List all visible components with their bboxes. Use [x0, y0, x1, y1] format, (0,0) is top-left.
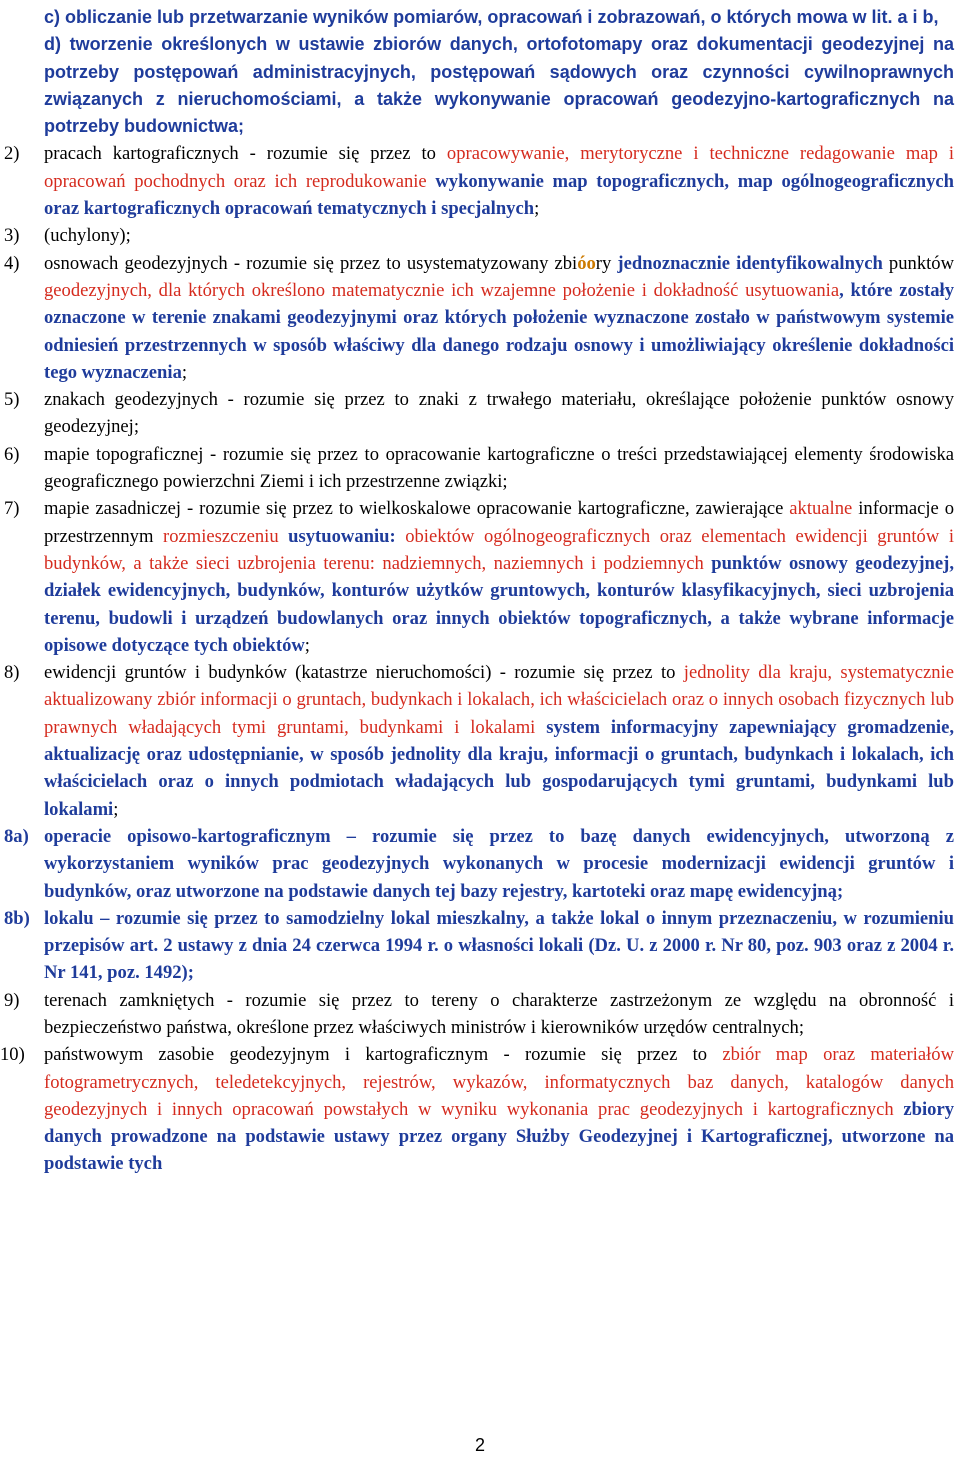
- item-4-text-plain: osnowach geodezyjnych - rozumie się przez to usystematyzowany zbi: [44, 252, 578, 274]
- item-4-text-edit: óo: [577, 252, 596, 274]
- list-item-5: [0, 386, 960, 441]
- item-number: 7): [4, 498, 20, 520]
- item-7-text-deleted-a: aktualne: [789, 498, 853, 520]
- item-2-text-plain: pracach kartograficznych - rozumie się przez to: [44, 143, 447, 165]
- item-10-text-plain: państwowym zasobie geodezyjnym i kartograficznym - rozumie się przez to: [44, 1044, 723, 1066]
- item-number: 8a): [4, 825, 29, 847]
- list-item-9: [0, 987, 960, 1042]
- item-10-text-inserted: zbiory danych prowadzone na podstawie ustawy przez organy Służby Geodezyjnej i Kartograficznej, utworzone na podstawie tych: [44, 1098, 954, 1175]
- item-8-text-plain: ewidencji gruntów i budynków (katastrze nieruchomości) - rozumie się przez to: [44, 662, 684, 684]
- item-c-text: c) obliczanie lub przetwarzanie wyników pomiarów, opracowań i zobrazowań, o których mowa w lit. a i b,: [44, 7, 939, 27]
- item-2-text-inserted: wykonywanie map topograficznych, map ogólnogeograficznych oraz kartograficznych opracowań tematycznych i specjalnych: [44, 170, 954, 220]
- list-item-6: [0, 441, 960, 496]
- item-2-text-end: ;: [534, 198, 540, 220]
- list-item-d: [44, 31, 954, 140]
- item-7-text-deleted-c: obiektów ogólnogeograficznych oraz elementach ewidencji gruntów i budynków, a także sieci uzbrojenia terenu: nadziemnych, naziemnych i podziemnych: [44, 525, 954, 574]
- item-number: 8): [4, 662, 20, 684]
- item-7-text-deleted-b: rozmieszczeniu: [163, 525, 279, 547]
- item-number: 6): [4, 443, 20, 465]
- item-7-text-plain-b: informacje o przestrzennym: [44, 498, 955, 547]
- item-5-text: znakach geodezyjnych - rozumie się przez to znaki z trwałego materiału, określające położenie punktów osnowy geodezyjnej;: [44, 389, 954, 438]
- list-item-8: [0, 659, 960, 823]
- list-item-4: [0, 250, 960, 386]
- item-number: 5): [4, 389, 20, 411]
- item-number: 8b): [4, 907, 30, 929]
- item-4-text-inserted-a: jednoznacznie identyfikowalnych: [617, 252, 883, 274]
- item-number: 10): [0, 1044, 25, 1066]
- item-2-text-deleted: opracowywanie, merytoryczne i techniczne redagowanie map i opracowań pochodnych oraz ich reprodukowanie: [44, 143, 955, 192]
- item-7-text-end: ;: [304, 634, 310, 656]
- item-8a-text: operacie opisowo-kartograficznym – rozumie się przez to bazę danych ewidencyjnych, utworzoną z wykorzystaniem wyników prac geodezyjnych wykonanych w procesie modernizacji ewidencji gruntów i budynków, oraz utworzone na podstawie danych tej bazy rejestry, kartoteki oraz mapę ewidencyjną;: [44, 825, 954, 902]
- item-8-text-end: ;: [113, 798, 119, 820]
- list-item-3: [0, 222, 960, 249]
- item-7-text-inserted-a: usytuowaniu:: [278, 525, 406, 547]
- list-item-8a: [0, 823, 960, 905]
- list-item-10: [0, 1041, 960, 1177]
- document-text: [0, 4, 960, 1178]
- item-8-text-deleted: jednolity dla kraju, systematycznie aktualizowany zbiór informacji o gruntach, budynkach i lokalach, ich właścicielach oraz o innych osobach fizycznych lub prawnych władających tymi gruntami, budynkami i lokalami: [44, 662, 954, 738]
- item-4-text-deleted: geodezyjnych, dla których określono matematycznie ich wzajemne położenie i dokładność usytuowania: [44, 279, 840, 301]
- item-7-text-plain: mapie zasadniczej - rozumie się przez to wielkoskalowe opracowanie kartograficzne, zawierające: [44, 498, 790, 520]
- item-number: 3): [4, 225, 20, 247]
- item-d-text: d) tworzenie określonych w ustawie zbiorów danych, ortofotomapy oraz dokumentacji geodezyjnej na potrzeby postępowań administracyjnych, postępowań sądowych oraz czynności cywilnoprawnych związanych z nieruchomościami, a także wykonywanie opracowań geodezyjno-kartograficznych na potrzeby budownictwa;: [44, 34, 954, 137]
- item-8-text-inserted: system informacyjny zapewniający gromadzenie, aktualizację oraz udostępnianie, w sposób jednolity dla kraju, informacji o gruntach, budynkach i lokalach, ich właścicielach oraz o innych podmiotach władających lub gospodarujących tymi gruntami, budynkami lub lokalami: [44, 716, 954, 820]
- page-number: 2: [474, 1435, 485, 1455]
- item-number: 2): [4, 143, 20, 165]
- item-number: 9): [4, 989, 20, 1011]
- item-8b-text: lokalu – rozumie się przez to samodzielny lokal mieszkalny, a także lokal o innym przeznaczeniu, w rozumieniu przepisów art. 2 ustawy z dnia 24 czerwca 1994 r. o własności lokali (Dz. U. z 2000 r. Nr 80, poz. 903 oraz z 2004 r. Nr 141, poz. 1492);: [44, 907, 954, 984]
- item-4-text-plain-b: ry: [595, 252, 618, 274]
- item-4-text-end: ;: [181, 361, 188, 383]
- item-6-text: mapie topograficznej - rozumie się przez to opracowanie kartograficzne o treści przedstawiającej elementy środowiska geograficznego powierzchni Ziemi i ich przestrzenne związki;: [44, 443, 954, 493]
- list-item-c: [44, 4, 954, 31]
- list-item-2: [0, 140, 960, 222]
- item-3-text: (uchylony);: [44, 225, 131, 247]
- item-10-text-deleted: zbiór map oraz materiałów fotogrametrycznych, teledetekcyjnych, rejestrów, wykazów, informatycznych baz danych, katalogów danych geodezyjnych i innych opracowań powstałych w wyniku wykonania prac geodezyjnych i kartograficznych: [44, 1044, 954, 1120]
- list-item-8b: [0, 905, 960, 987]
- item-4-text-inserted-b: , które zostały oznaczone w terenie znakami geodezyjnymi oraz których położenie wyznaczone zostało w państwowym systemie odniesień przestrzennych w sposób właściwy dla danego rodzaju osnowy i umożliwiający określenie dokładności tego wyznaczenia: [44, 279, 954, 383]
- item-number: 4): [4, 252, 20, 274]
- list-item-7: [0, 495, 960, 659]
- item-7-text-inserted-b: punktów osnowy geodezyjnej, działek ewidencyjnych, budynków, konturów użytków gruntowych, konturów klasyfikacyjnych, sieci uzbrojenia terenu, budowli i urządzeń budowlanych oraz innych obiektów topograficznych, a także wybrane informacje opisowe dotyczące tych obiektów: [44, 552, 954, 656]
- item-9-text: terenach zamkniętych - rozumie się przez to tereny o charakterze zastrzeżonym ze względu na obronność i bezpieczeństwo państwa, określone przez właściwych ministrów i kierowników urzędów centralnych;: [44, 989, 954, 1038]
- item-4-text-plain-c: punktów: [882, 252, 955, 274]
